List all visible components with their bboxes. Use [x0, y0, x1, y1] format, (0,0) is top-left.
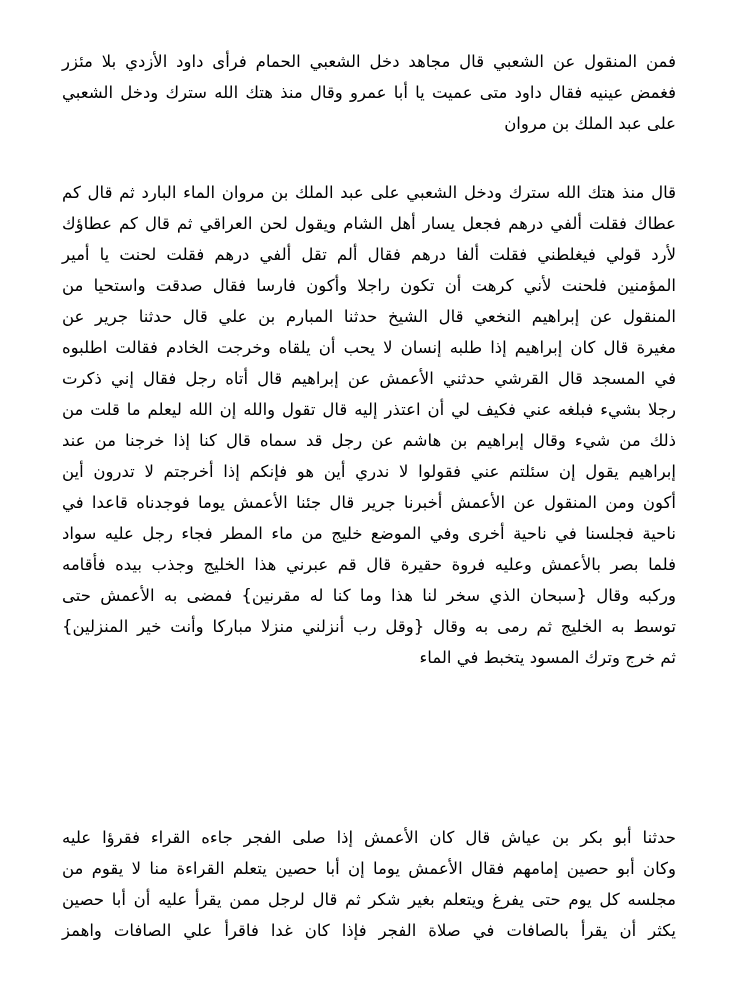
text-line: المؤمنين فلحنت لأني كرهت أن تكون راجلا وأكون فارسا فقال صدقت واستحيا من — [62, 276, 676, 295]
text-line: ذلك من شيء وقال إبراهيم بن هاشم عن رجل قد سماه قال كنا إذا خرجنا من عند — [62, 431, 676, 450]
text-line: قال منذ هتك الله سترك ودخل الشعبي على عبد الملك بن مروان الماء البارد ثم قال كم — [62, 183, 676, 202]
text-line: إبراهيم يقول إن سئلتم عني فقولوا لا ندري أين هو فإنكم إذا أخرجتم لا تدرون أين — [62, 462, 676, 481]
paragraph-abd-al-malik — [62, 177, 676, 673]
text-line: وركبه وقال {سبحان الذي سخر لنا هذا وما كنا له مقرنين} فمضى به الأعمش حتى — [62, 586, 676, 605]
text-line: لأرد قولي فيغلطني فقلت ألفا درهم فقال ألم تقل ألفي درهم فقلت لحنت يا أمير — [62, 245, 676, 264]
text-line: فغمض عينيه فقال داود متى عميت يا أبا عمرو وقال منذ هتك الله سترك ودخل الشعبي — [62, 83, 676, 102]
text-line: أكون ومن المنقول عن الأعمش أخبرنا جرير قال جئنا الأعمش يوما فوجدناه قاعدا في — [62, 493, 676, 512]
text-line: يكثر أن يقرأ بالصافات في صلاة الفجر فإذا كان غدا فاقرأ علي الصافات واهمز — [62, 921, 676, 940]
text-line: مغيرة قال كان إبراهيم إذا طلبه إنسان لا يحب أن يلقاه وخرجت الخادم فقالت اطلبوه — [62, 338, 676, 357]
text-line: ثم خرج وترك المسود يتخبط في الماء — [419, 648, 676, 667]
text-line: في المسجد قال القرشي حدثني الأعمش عن إبراهيم قال أتاه رجل فقال إني ذكرت — [62, 369, 676, 388]
text-line: ناحية فجلسنا في ناحية أخرى وفي الموضع خليج من ماء المطر فجاء رجل عليه سواد — [62, 524, 676, 543]
text-line: رجلا بشيء فبلغه عني فكيف لي أن اعتذر إليه قال تقول والله إن الله ليعلم ما قلت من — [62, 400, 676, 419]
text-line: مجلسه كل يوم حتى يفرغ ويتعلم بغير شكر ثم قال لرجل ممن يقرأ عليه أن أبا حصين — [62, 890, 676, 909]
text-line: فمن المنقول عن الشعبي قال مجاهد دخل الشعبي الحمام فرأى داود الأزدي بلا مئزر — [62, 52, 676, 71]
text-line: وكان أبو حصين إمامهم فقال الأعمش يوما إن أبا حصين يتعلم القراءة منا لا يقوم من — [62, 859, 676, 878]
text-line: حدثنا أبو بكر بن عياش قال كان الأعمش إذا صلى الفجر جاءه القراء فقرؤا عليه — [62, 828, 676, 847]
text-line: المنقول عن إبراهيم النخعي قال الشيخ حدثنا المبارم بن علي قال حدثنا جرير عن — [62, 307, 676, 326]
text-line: توسط به الخليج ثم رمى به وقال {وقل رب أنزلني منزلا مباركا وأنت خير المنزلين} — [62, 617, 676, 636]
text-line: على عبد الملك بن مروان — [504, 114, 676, 133]
text-line: فلما بصر بالأعمش وعليه فروة حقيرة قال قم عبرني هذا الخليج وجذب بيده فأقامه — [62, 555, 676, 574]
text-line: عطاك فقلت ألفي درهم فجعل يسار أهل الشام ويقول لحن العراقي ثم قال كم عطاؤك — [62, 214, 676, 233]
paragraph-abu-hasin — [62, 822, 676, 946]
paragraph-shaabi-bath — [62, 46, 676, 139]
